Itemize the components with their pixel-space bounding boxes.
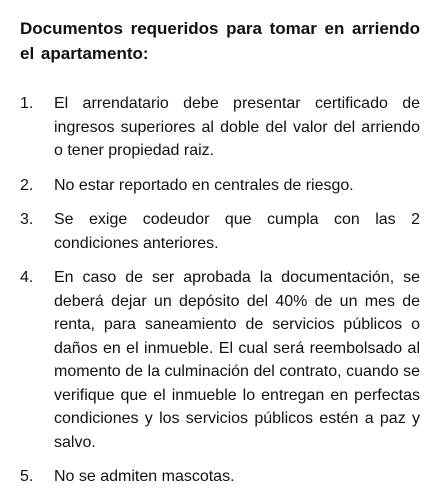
requirements-list [20,92,420,489]
list-item-text: Se exige codeudor que cumpla con las 2 condiciones anteriores. [54,211,420,252]
list-item-number: 3. [20,211,34,228]
list-item-number: 4. [20,269,34,286]
list-item-number: 2. [20,176,34,194]
list-item-text: No estar reportado en centrales de riesgo. [54,176,354,194]
list-item [20,208,420,255]
list-item-number: 1. [20,95,34,112]
document-body [20,16,420,500]
list-item-text: No se admiten mascotas. [54,468,235,485]
document-title: Documentos requeridos para tomar en arriendo el apartamento: [20,19,420,63]
list-item-number: 5. [20,468,34,485]
list-item [20,465,420,489]
list-item [20,266,420,454]
list-item [20,92,420,163]
list-item-text: En caso de ser aprobada la documentación, se deberá dejar un depósito del 40% de un mes de renta, para saneamiento de servicios públicos o daños en el inmueble. El cual será reembolsado al momento de la culminación del contrato, cuando se verifique que el inmueble lo entregan en perfectas condiciones y los servicios públicos estén a paz y salvo. [54,269,420,451]
list-item-text: El arrendatario debe presentar certificado de ingresos superiores al doble del valor del arriendo o tener propiedad raiz. [54,95,420,159]
list-item [20,174,420,198]
